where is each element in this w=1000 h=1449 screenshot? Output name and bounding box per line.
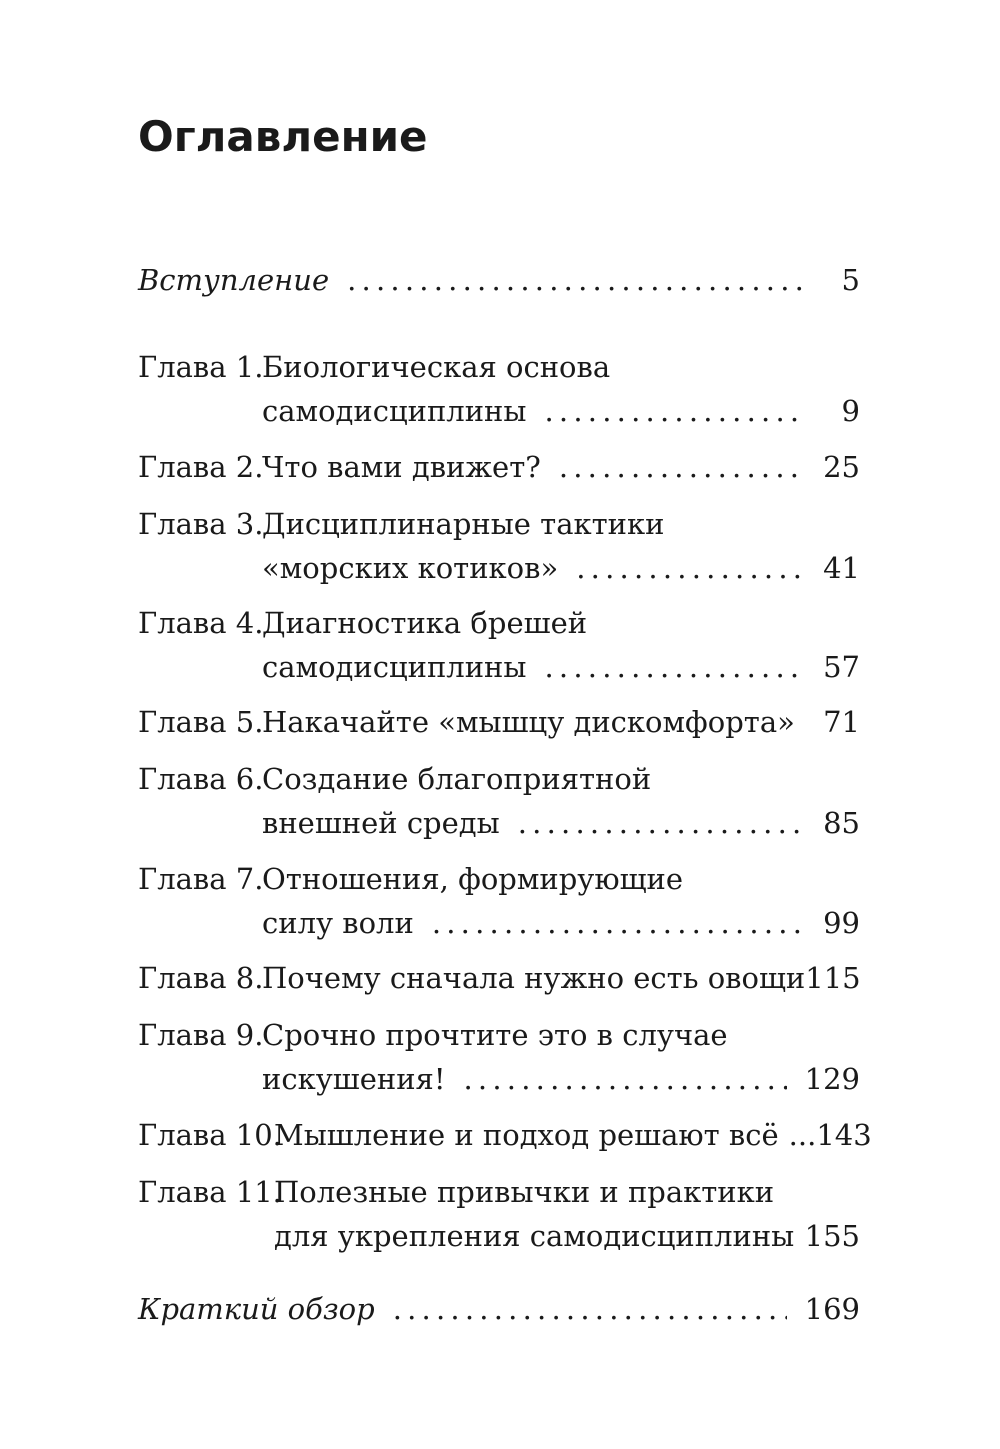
- toc-entry-title: Создание благоприятной: [262, 762, 652, 796]
- chapter-label: Глава 10.: [138, 1118, 282, 1152]
- toc-entry-title-continued: самодисциплины: [262, 394, 527, 428]
- leader-dots: [544, 389, 802, 433]
- leader-dots: [393, 1287, 787, 1331]
- toc-entry-chapter-7[interactable]: [138, 857, 860, 945]
- chapter-label: Глава 1.: [138, 350, 264, 384]
- toc-entry-title: Срочно прочтите это в случае: [262, 1018, 728, 1052]
- chapter-label: Глава 9.: [138, 1018, 264, 1052]
- toc-entry-title: Диагностика брешей: [262, 606, 588, 640]
- page-number: 155: [804, 1219, 860, 1253]
- toc-entry-title-continued: самодисциплины: [262, 650, 527, 684]
- toc-entry-chapter-11[interactable]: [138, 1170, 860, 1258]
- toc-entry-title-continued: внешней среды: [262, 806, 500, 840]
- toc-entry-title: Вступление: [138, 263, 330, 297]
- toc-entry-chapter-5[interactable]: [138, 700, 860, 744]
- toc-entry-title-continued: искушения!: [262, 1062, 446, 1096]
- page-number: 71: [823, 705, 860, 739]
- toc-entry-title-continued: для укрепления самодисциплины: [274, 1219, 795, 1253]
- toc-entry-chapter-10[interactable]: [138, 1113, 872, 1157]
- page-number: 9: [841, 394, 860, 428]
- toc-entry-title: Накачайте «мышцу дискомфорта»: [262, 705, 795, 739]
- page-number: 57: [823, 650, 860, 684]
- page-number: 25: [823, 450, 860, 484]
- toc-entry-title-continued: силу воли: [262, 906, 414, 940]
- toc-entry-title: Мышление и подход решают всё: [274, 1118, 779, 1152]
- chapter-label: Глава 6.: [138, 762, 264, 796]
- leader-dots: [559, 445, 802, 489]
- leader-ellipsis: ...: [788, 1118, 817, 1152]
- page-title: Оглавление: [138, 112, 428, 161]
- chapter-label: Глава 8.: [138, 961, 264, 995]
- leader-dots: [464, 1057, 787, 1101]
- page-number: 115: [805, 961, 861, 995]
- toc-entry-chapter-6[interactable]: [138, 757, 860, 845]
- chapter-label: Глава 7.: [138, 862, 264, 896]
- chapter-label: Глава 3.: [138, 507, 264, 541]
- toc-entry-title: Краткий обзор: [138, 1292, 375, 1326]
- toc-entry-title: Отношения, формирующие: [262, 862, 684, 896]
- toc-entry-chapter-3[interactable]: [138, 502, 860, 590]
- toc-entry-chapter-2[interactable]: [138, 445, 860, 489]
- leader-dots: [432, 901, 802, 945]
- chapter-label: Глава 11.: [138, 1175, 282, 1209]
- toc-entry-chapter-1[interactable]: [138, 345, 860, 433]
- toc-entry-chapter-8[interactable]: [138, 956, 860, 1000]
- toc-entry-summary[interactable]: [138, 1287, 860, 1331]
- page-number: 169: [804, 1292, 860, 1326]
- chapter-label: Глава 4.: [138, 606, 264, 640]
- toc-entry-chapter-9[interactable]: [138, 1013, 860, 1101]
- chapter-label: Глава 5.: [138, 705, 264, 739]
- toc-entry-title-continued: «морских котиков»: [262, 551, 559, 585]
- toc-entry-chapter-4[interactable]: [138, 601, 860, 689]
- toc-entry-title: Что вами движет?: [262, 450, 541, 484]
- page-number: 41: [823, 551, 860, 585]
- page-number: 85: [823, 806, 860, 840]
- toc-entry-title: Полезные привычки и практики: [274, 1175, 775, 1209]
- toc-entry-title: Почему сначала нужно есть овощи: [262, 961, 806, 995]
- chapter-label: Глава 2.: [138, 450, 264, 484]
- page-number: 5: [841, 263, 860, 297]
- leader-dots: [576, 546, 802, 590]
- toc-entry-title: Биологическая основа: [262, 350, 611, 384]
- page-number: 143: [816, 1118, 872, 1152]
- toc-entry-title: Дисциплинарные тактики: [262, 507, 665, 541]
- page-number: 99: [823, 906, 860, 940]
- page-number: 129: [804, 1062, 860, 1096]
- leader-dots: [347, 258, 802, 302]
- leader-dots: [518, 801, 802, 845]
- toc-entry-intro[interactable]: [138, 258, 860, 302]
- leader-dots: [544, 645, 802, 689]
